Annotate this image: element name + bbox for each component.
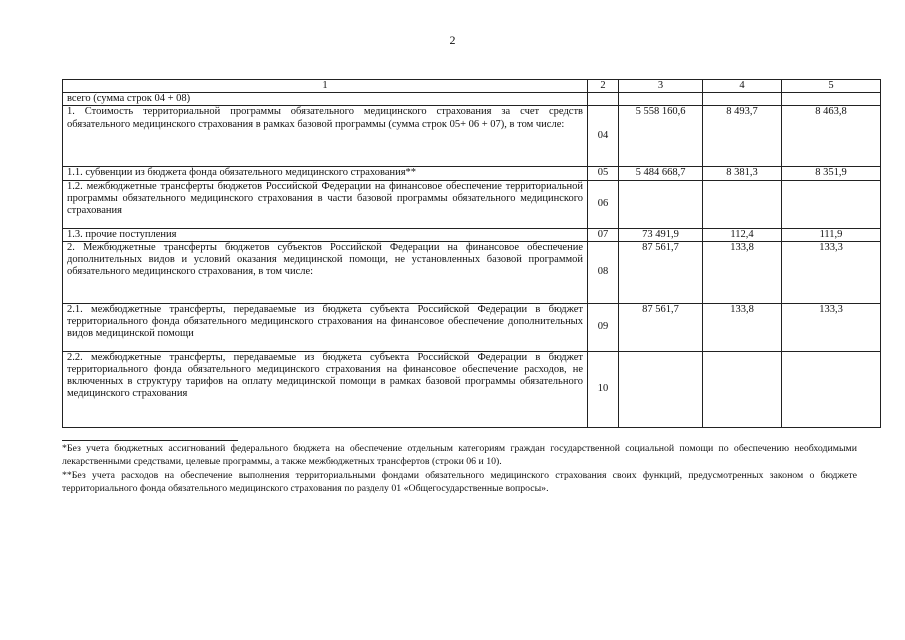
row-description: 1.3. прочие поступления	[63, 228, 588, 241]
row-value-col3: 87 561,7	[619, 241, 703, 303]
table-row	[63, 241, 881, 303]
row-value-col3: 5 484 668,7	[619, 167, 703, 180]
row-value-col4	[703, 180, 782, 228]
row-value-col3: 5 558 160,6	[619, 106, 703, 167]
row-code: 08	[588, 241, 619, 303]
footnote-1: *Без учета бюджетных ассигнований федерального бюджета на обеспечение отдельным категориям граждан государственной социальной помощи по обеспечению необходимыми лекарственными средствами, целевые программы, а также межбюджетных трансфертов (строки 06 и 10).	[62, 443, 857, 467]
empty-cell	[703, 93, 782, 106]
row-value-col4: 133,8	[703, 303, 782, 351]
row-value-col5: 133,3	[782, 303, 881, 351]
row-value-col4: 8 381,3	[703, 167, 782, 180]
row-value-col3	[619, 180, 703, 228]
row-value-col5: 8 351,9	[782, 167, 881, 180]
header-col-5: 5	[782, 80, 881, 93]
empty-cell	[782, 93, 881, 106]
row-code: 06	[588, 180, 619, 228]
row-code: 07	[588, 228, 619, 241]
row-value-col5: 8 463,8	[782, 106, 881, 167]
row-value-col5: 133,3	[782, 241, 881, 303]
row-value-col4: 133,8	[703, 241, 782, 303]
page-number: 2	[449, 33, 456, 47]
row-value-col5	[782, 180, 881, 228]
empty-cell	[588, 93, 619, 106]
row-description: 2. Межбюджетные трансферты бюджетов субъектов Российской Федерации на финансовое обеспечение дополнительных видов и условий оказания медицинской помощи, не установленных базовой программой обязательного медицинского страхования, в том числе:	[63, 241, 588, 303]
continuation-label: всего (сумма строк 04 + 08)	[63, 93, 588, 106]
row-value-col4: 112,4	[703, 228, 782, 241]
row-value-col5: 111,9	[782, 228, 881, 241]
header-col-1: 1	[63, 80, 588, 93]
row-value-col3: 87 561,7	[619, 303, 703, 351]
row-value-col5	[782, 351, 881, 427]
footnote-separator	[62, 440, 238, 441]
row-value-col3: 73 491,9	[619, 228, 703, 241]
financing-table	[62, 79, 881, 428]
empty-cell	[619, 93, 703, 106]
table-row-continuation	[63, 93, 881, 106]
row-code: 10	[588, 351, 619, 427]
table-header-row	[63, 80, 881, 93]
row-code: 05	[588, 167, 619, 180]
table-row	[63, 180, 881, 228]
row-description: 1.1. субвенции из бюджета фонда обязательного медицинского страхования**	[63, 167, 588, 180]
table-row	[63, 167, 881, 180]
row-description: 1.2. межбюджетные трансферты бюджетов Российской Федерации на финансовое обеспечение территориальной программы обязательного медицинского страхования в части базовой программы обязательного медицинского страхования	[63, 180, 588, 228]
header-col-2: 2	[588, 80, 619, 93]
table-row	[63, 303, 881, 351]
footnotes	[62, 443, 857, 497]
table-row	[63, 106, 881, 167]
row-description: 1. Стоимость территориальной программы обязательного медицинского страхования за счет средств обязательного медицинского страхования в рамках базовой программы (сумма строк 05+ 06 + 07), в том числе:	[63, 106, 588, 167]
row-value-col4: 8 493,7	[703, 106, 782, 167]
table-row	[63, 351, 881, 427]
row-description: 2.2. межбюджетные трансферты, передаваемые из бюджета субъекта Российской Федерации в бюджет территориального фонда обязательного медицинского страхования на финансовое обеспечение расходов, не включенных в структуру тарифов на оплату медицинской помощи в рамках базовой программы обязательного медицинского страхования	[63, 351, 588, 427]
row-code: 09	[588, 303, 619, 351]
row-code: 04	[588, 106, 619, 167]
row-value-col4	[703, 351, 782, 427]
row-description: 2.1. межбюджетные трансферты, передаваемые из бюджета субъекта Российской Федерации в бюджет территориального фонда обязательного медицинского страхования на финансовое обеспечение дополнительных видов медицинской помощи	[63, 303, 588, 351]
header-col-3: 3	[619, 80, 703, 93]
row-value-col3	[619, 351, 703, 427]
header-col-4: 4	[703, 80, 782, 93]
table-row	[63, 228, 881, 241]
footnote-2: **Без учета расходов на обеспечение выполнения территориальными фондами обязательного медицинского страхования своих функций, предусмотренных законом о бюджете территориального фонда обязательного медицинского страхования по разделу 01 «Общегосударственные вопросы».	[62, 470, 857, 494]
